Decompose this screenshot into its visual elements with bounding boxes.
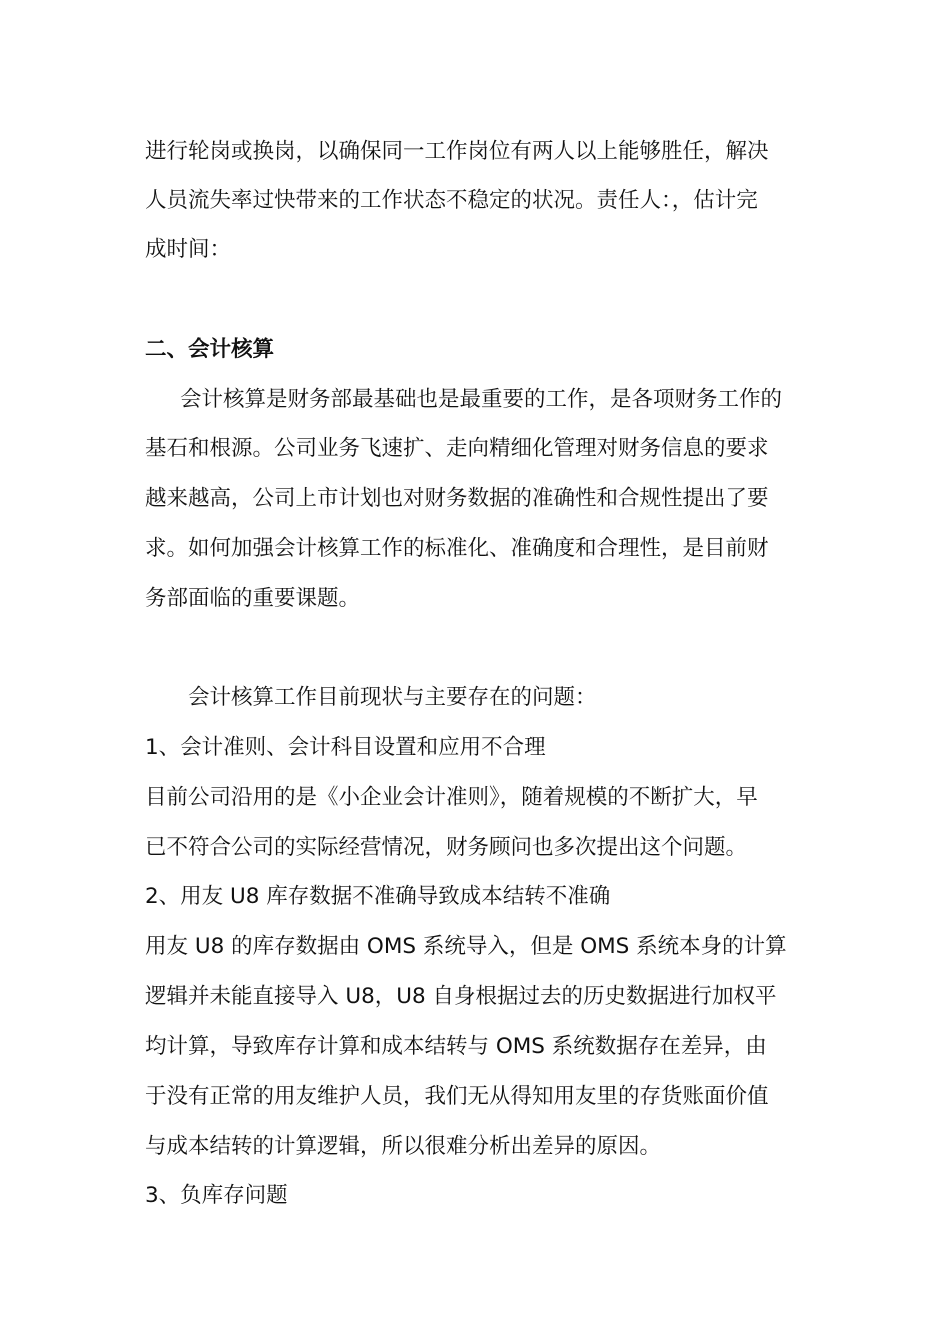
paragraph-line: 均计算，导致库存计算和成本结转与 OMS 系统数据存在差异，由 — [145, 1034, 767, 1059]
paragraph-line: 人员流失率过快带来的工作状态不稳定的状况。责任人：，估计完 — [145, 188, 758, 213]
paragraph-line: 成时间： — [145, 237, 232, 262]
list-item-title: 1、会计准则、会计科目设置和应用不合理 — [145, 735, 546, 760]
paragraph-line: 与成本结转的计算逻辑，所以很难分析出差异的原因。 — [145, 1134, 662, 1159]
paragraph-line: 已不符合公司的实际经营情况，财务顾问也多次提出这个问题。 — [145, 835, 748, 860]
list-item-title: 2、用友 U8 库存数据不准确导致成本结转不准确 — [145, 884, 611, 909]
paragraph-line: 逻辑并未能直接导入 U8，U8 自身根据过去的历史数据进行加权平 — [145, 984, 777, 1009]
paragraph-line: 用友 U8 的库存数据由 OMS 系统导入，但是 OMS 系统本身的计算 — [145, 934, 787, 959]
paragraph-line: 求。如何加强会计核算工作的标准化、准确度和合理性，是目前财 — [145, 536, 769, 561]
paragraph-line: 务部面临的重要课题。 — [145, 586, 361, 611]
paragraph-line: 进行轮岗或换岗，以确保同一工作岗位有两人以上能够胜任，解决 — [145, 139, 769, 164]
problems-intro: 会计核算工作目前现状与主要存在的问题： — [188, 685, 597, 710]
section-heading: 二、会计核算 — [145, 337, 275, 362]
paragraph-line: 越来越高，公司上市计划也对财务数据的准确性和合规性提出了要 — [145, 486, 769, 511]
paragraph-line: 于没有正常的用友维护人员，我们无从得知用友里的存货账面价值 — [145, 1084, 769, 1109]
paragraph-line: 会计核算是财务部最基础也是最重要的工作，是各项财务工作的 — [180, 387, 783, 412]
paragraph-line: 基石和根源。公司业务飞速扩、走向精细化管理对财务信息的要求 — [145, 436, 769, 461]
paragraph-line: 目前公司沿用的是《小企业会计准则》，随着规模的不断扩大，早 — [145, 785, 758, 810]
list-item-title: 3、负库存问题 — [145, 1183, 288, 1208]
